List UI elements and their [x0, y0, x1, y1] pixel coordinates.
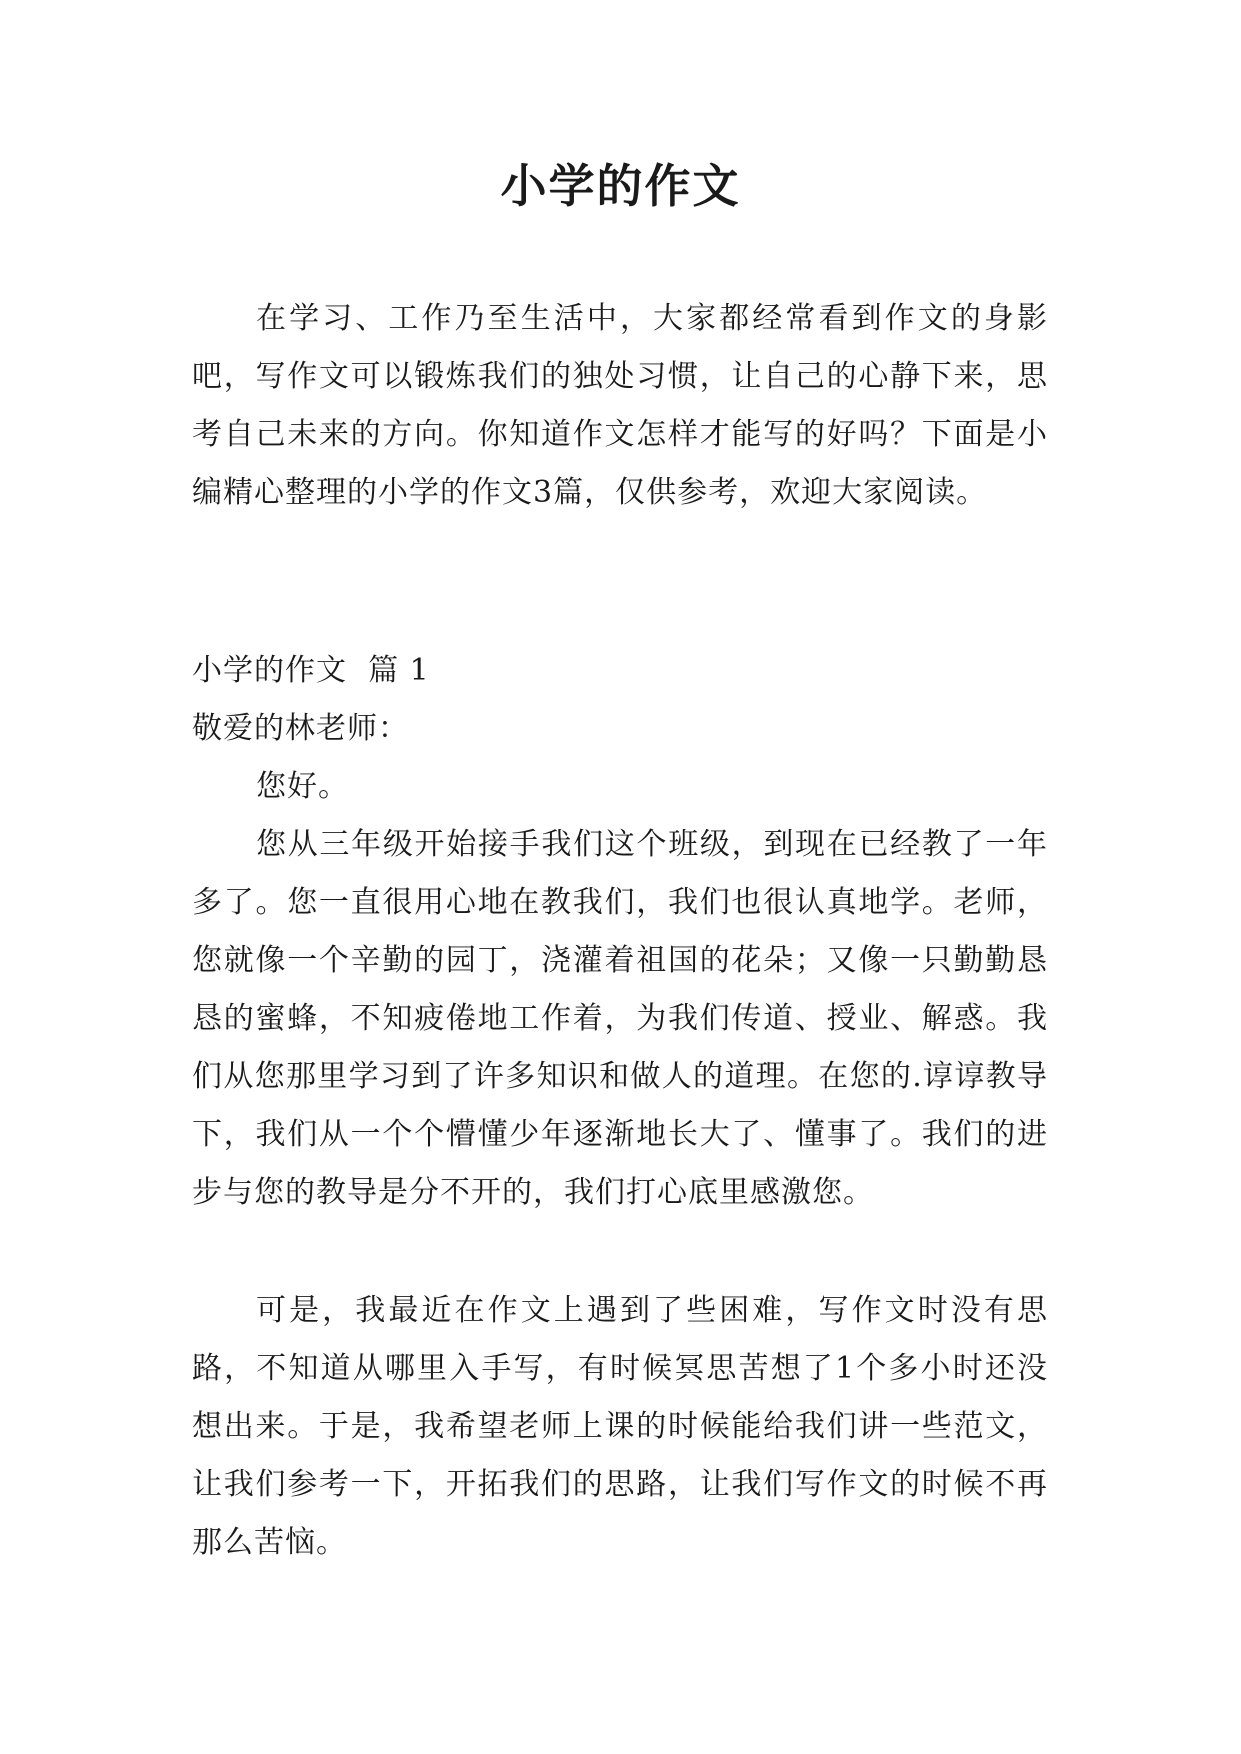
section-heading: 小学的作文 篇 1: [192, 653, 430, 688]
letter-salutation: 敬爱的林老师：: [192, 711, 409, 746]
document-title: 小学的作文: [500, 159, 741, 213]
letter-greeting: 您好。: [256, 769, 349, 804]
letter-paragraph-1: 您从三年级开始接手我们这个班级，到现在已经教了一年多了。您一直很用心地在教我们，我们也很认真地学。老师，您就像一个辛勤的园丁，浇灌着祖国的花朵；又像一只勤勤恳恳的蜜蜂，不知疲倦地工作着，为我们传道、授业、解惑。我们从您那里学习到了许多知识和做人的道理。在您的.谆谆教导下，我们从一个个懵懂少年逐渐地长大了、懂事了。我们的进步与您的教导是分不开的，我们打心底里感激您。: [192, 827, 1048, 1210]
intro-paragraph: 在学习、工作乃至生活中，大家都经常看到作文的身影吧，写作文可以锻炼我们的独处习惯，让自己的心静下来，思考自己未来的方向。你知道作文怎样才能写的好吗？下面是小编精心整理的小学的作文3篇，仅供参考，欢迎大家阅读。: [192, 301, 1048, 510]
letter-paragraph-2: 可是，我最近在作文上遇到了些困难，写作文时没有思路，不知道从哪里入手写，有时候冥思苦想了1个多小时还没想出来。于是，我希望老师上课的时候能给我们讲一些范文，让我们参考一下，开拓我们的思路，让我们写作文的时候不再那么苦恼。: [192, 1293, 1048, 1560]
